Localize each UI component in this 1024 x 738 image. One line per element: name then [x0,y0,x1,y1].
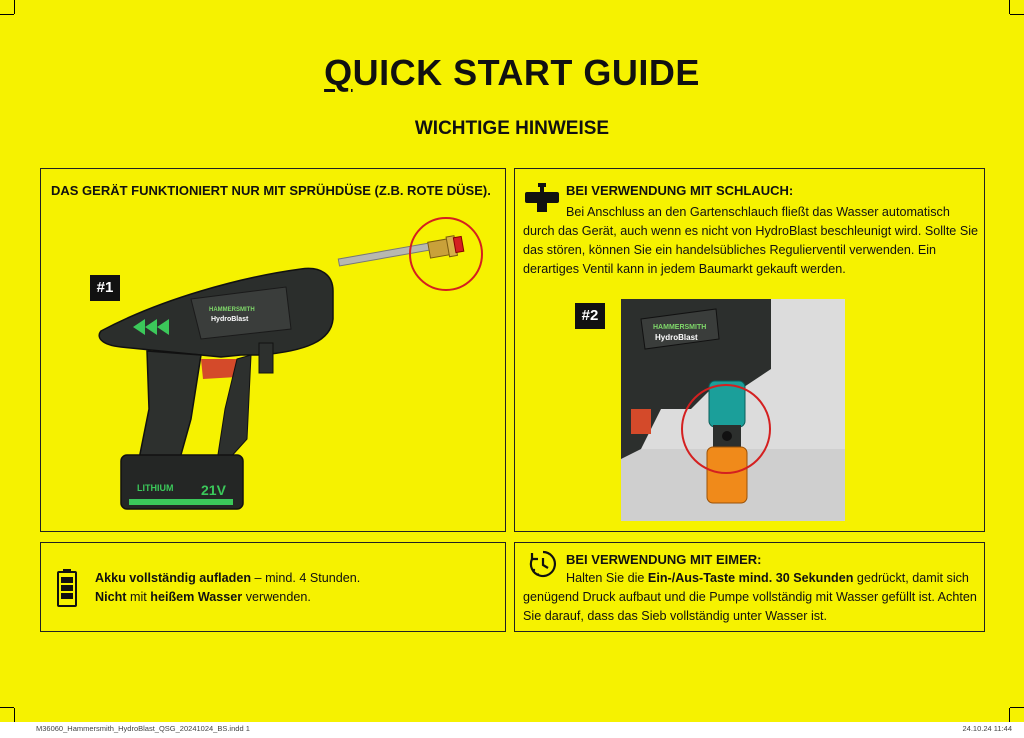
gun-model-label: HydroBlast [211,316,249,323]
panel4-heading: BEI VERWENDUNG MIT EIMER: [566,552,762,567]
crop-mark [1010,707,1024,708]
panel4-text-2: gedrückt, damit sich genügend Druck aufbaut und die Pumpe vollständig mit Wasser gefüllt ist. Achten Sie darauf, dass das Sieb vollständig unter Wasser ist. [523,571,977,623]
warning-text-2: verwenden. [242,590,311,604]
crop-mark [1009,0,1010,14]
panel4-text-1: Halten Sie die [566,571,648,585]
page-subtitle: WICHTIGE HINWEISE [414,118,610,139]
warning-not: Nicht [95,590,127,604]
panel3-line2 [95,588,311,607]
crop-mark [1009,708,1010,722]
title-rest: UICK START GUIDE [352,52,700,93]
panel3-line1 [95,569,360,588]
panel-battery-info [40,542,506,632]
charge-duration: – mind. 4 Stunden. [251,571,361,585]
image-tag-1: #1 [90,275,120,301]
hose-connection-photo [621,299,845,521]
panel2-text: Bei Anschluss an den Gartenschlauch fließt das Wasser automatisch durch das Gerät, auch wenn es nicht von HydroBlast beschleunigt wird. Sollte Sie das stören, können Sie ein handelsübliches Regulierventil verwenden. Ein derartiges Ventil kann in jedem Baumarkt gekauft werden. [523,205,979,276]
crop-mark [0,14,14,15]
panel-hose-info [514,168,985,532]
panel-bucket-info [514,542,985,632]
warning-hot-water: heißem Wasser [150,590,243,604]
footer-date: 24.10.24 11:44 [962,724,1012,733]
crop-mark [0,707,14,708]
crop-mark [14,708,15,722]
pressure-washer-gun-image [41,169,507,533]
crop-mark [14,0,15,14]
page-title [0,52,1024,94]
panel-nozzle-info [40,168,506,532]
panel2-heading: BEI VERWENDUNG MIT SCHLAUCH: [566,183,794,198]
crop-mark [1010,14,1024,15]
warning-text-1: mit [126,590,151,604]
battery-icon [57,569,77,607]
charge-instruction: Akku vollständig aufladen [95,571,252,585]
title-first-letter: Q [324,52,353,93]
image-tag-2: #2 [575,303,605,329]
gun-brand-label: HAMMERSMITH [209,307,255,313]
panel4-key-instruction: Ein-/Aus-Taste mind. 30 Sekunden [647,571,854,585]
battery-voltage-label: 21V [201,482,226,498]
photo-brand-label: HAMMERSMITH [653,324,707,331]
photo-model-label: HydroBlast [655,333,698,342]
footer-filename: M36060_Hammersmith_HydroBlast_QSG_20241024_BS.indd 1 [36,724,250,733]
panel1-heading: DAS GERÄT FUNKTIONIERT NUR MIT SPRÜHDÜSE (Z.B. ROTE DÜSE). [51,183,491,198]
battery-brand-label: LITHIUM [137,483,174,493]
panel4-text [523,569,979,626]
